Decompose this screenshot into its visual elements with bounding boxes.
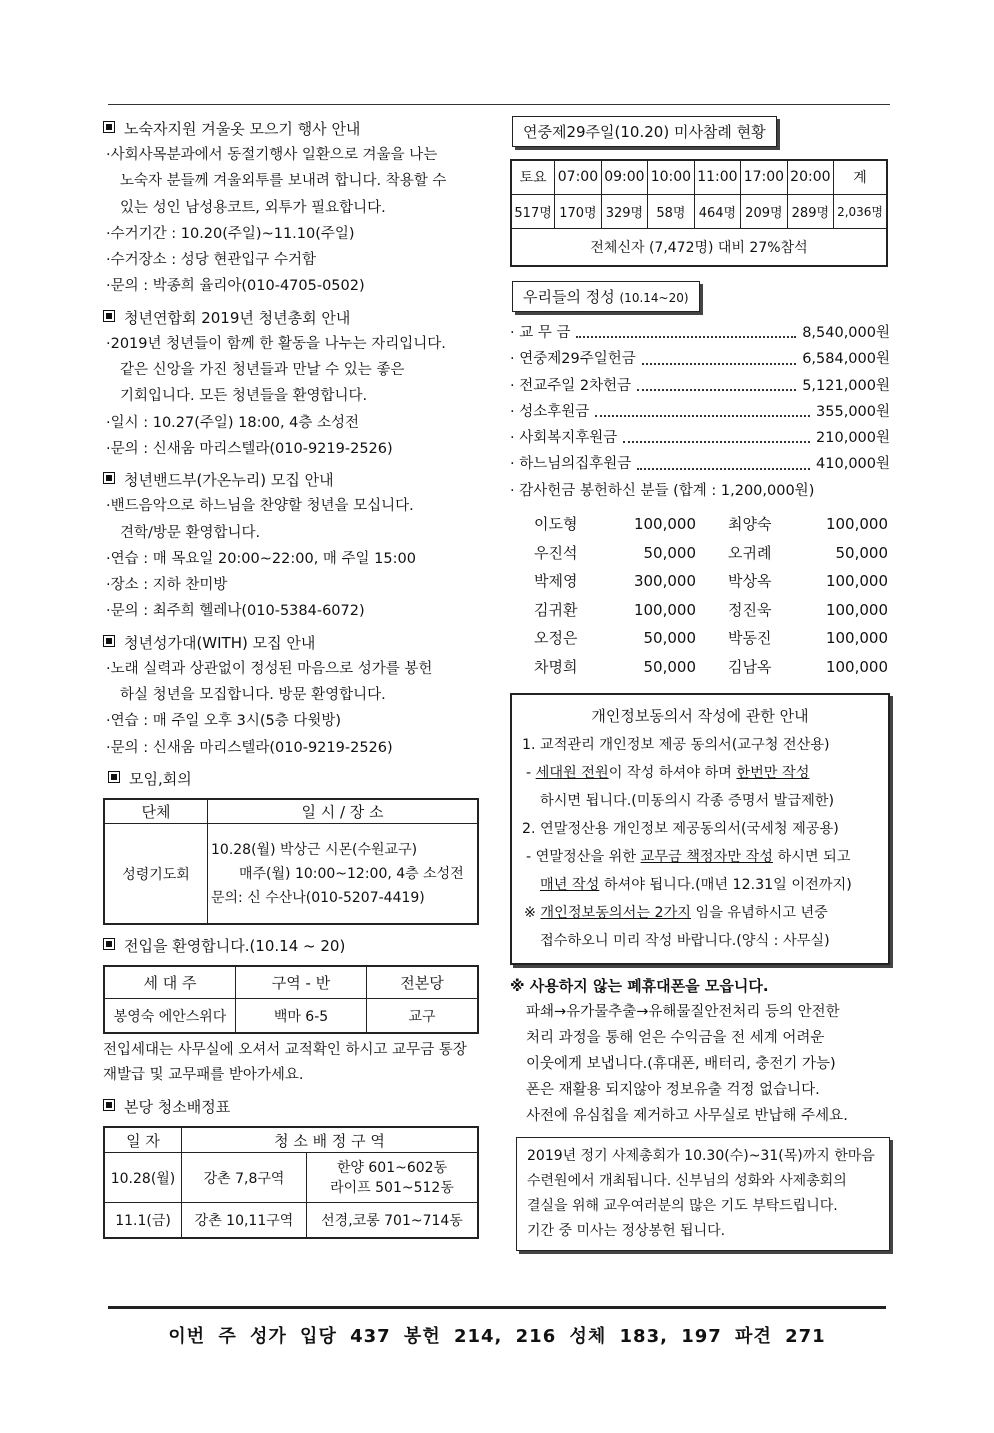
square-bullet-icon: [103, 1099, 115, 1111]
table-cell: 강촌 10,11구역: [182, 1203, 307, 1238]
section-youth-band: [103, 467, 485, 624]
section-welcome: [103, 933, 485, 1088]
text-line: 견학/방문 환영합니다.: [120, 524, 261, 541]
meeting-line: 문의: 신 수산나(010-5207-4419): [211, 889, 425, 906]
table-header: 청 소 배 정 구 역: [182, 1127, 479, 1153]
donor-amount: 100,000: [825, 515, 888, 534]
section-title: 노숙자지원 겨울옷 모으기 행사 안내: [124, 120, 361, 138]
mass-attendance: [510, 116, 890, 267]
offering-row: [510, 320, 890, 346]
offering-label: · 전교주일 2차헌금: [510, 377, 632, 394]
meeting-line: 10.28(월) 박상근 시몬(수원교구): [211, 841, 418, 858]
donor-name: 최양숙: [728, 515, 772, 534]
square-bullet-icon: [108, 771, 120, 783]
square-bullet-icon: [103, 472, 115, 484]
phone-collection: [510, 973, 890, 1129]
donor-name: 박상옥: [728, 572, 772, 591]
donor-amount: 100,000: [825, 572, 888, 591]
table-cell: 209명: [741, 194, 787, 228]
text-line: ·일시 : 10.27(주일) 18:00, 4층 소성전: [106, 414, 360, 431]
offering-amount: 6,584,000원: [802, 351, 890, 368]
text-line: 재발급 및 교무패를 받아가세요.: [103, 1066, 304, 1083]
text-line: 기간 중 미사는 정상봉헌 됩니다.: [527, 1223, 726, 1240]
text-line: 기회입니다. 모든 청년들을 환영합니다.: [120, 388, 368, 405]
phone-collection-title: ※ 사용하지 않는 폐휴대폰을 모읍니다.: [510, 977, 769, 996]
offering-title-text: 우리들의 정성: [523, 288, 615, 306]
text-line: 폰은 재활용 되지않아 정보유출 걱정 없습니다.: [526, 1082, 820, 1099]
section-title: 모임,회의: [129, 769, 192, 788]
meeting-line: 매주(월) 10:00~12:00, 4층 소성전: [239, 865, 464, 882]
donor-amount: 50,000: [643, 629, 696, 648]
offering-title: [512, 281, 700, 312]
donor-name: 오귀례: [728, 543, 772, 562]
mass-attendance-title: 연중제29주일(10.20) 미사참례 현황: [512, 116, 777, 147]
table-header: 20:00: [787, 160, 833, 194]
text-line: 접수하오니 미리 작성 바랍니다.(양식 : 사무실): [540, 933, 830, 950]
donor-amount: 50,000: [643, 543, 696, 562]
text-line: ·2019년 청년들이 함께 한 활동을 나누는 자리입니다.: [106, 335, 446, 352]
text-line: 2019년 정기 사제총회가 10.30(수)~31(목)까지 한마음: [527, 1148, 875, 1165]
text-line: ·수거장소 : 성당 현관입구 수거함: [106, 252, 317, 269]
table-header: 일 자: [104, 1127, 182, 1153]
meetings-table: [103, 798, 479, 925]
table-header: 전본당: [367, 966, 479, 999]
table-header: 07:00: [555, 160, 601, 194]
table-header: 17:00: [741, 160, 787, 194]
donor-name: 이도형: [534, 515, 578, 534]
offering-row: [510, 425, 890, 451]
table-cell: 성령기도회: [104, 824, 208, 924]
text-line: 2. 연말정산용 개인정보 제공동의서(국세청 제공용): [522, 821, 839, 838]
priest-assembly-notice: [516, 1137, 890, 1251]
text-line: ·수거기간 : 10.20(주일)~11.10(주일): [106, 225, 355, 242]
donor-name: 차명희: [534, 657, 578, 676]
hymn-footer: 이번 주 성가 입당 437 봉헌 214, 216 성체 183, 197 파견 271: [168, 1326, 826, 1347]
table-header: 단체: [104, 799, 208, 824]
offering-amount: 355,000원: [816, 403, 890, 420]
donor-name: 김귀환: [534, 600, 578, 619]
section-youth-choir: [103, 630, 485, 761]
offering-row: [510, 399, 890, 425]
text-line: ·연습 : 매 주일 오후 3시(5층 다윗방): [106, 713, 341, 730]
text-line: ·밴드음악으로 하느님을 찬양할 청년을 모십니다.: [106, 498, 414, 515]
donor-amount: 50,000: [835, 543, 888, 562]
offering-label: · 하느님의집후원금: [510, 456, 632, 473]
section-meetings: [103, 766, 485, 925]
offering-label: · 감사헌금 봉헌하신 분들 (합계 : 1,200,000원): [510, 482, 815, 499]
table-cell: 한양 601~602동: [336, 1159, 448, 1176]
table-cell: 10.28(월): [104, 1153, 182, 1203]
mass-total: 전체신자 (7,472명) 대비 27%참석: [511, 228, 887, 266]
text-line: - 연말정산을 위한 교무금 책정자만 작성 하시면 되고: [526, 849, 851, 866]
table-header: 계: [834, 160, 887, 194]
offering-amount: 210,000원: [816, 430, 890, 447]
table-header: 10:00: [648, 160, 694, 194]
text-line: 있는 성인 남성용코트, 외투가 필요합니다.: [120, 199, 386, 216]
left-column: [103, 116, 485, 1244]
table-cell: 선경,코롱 701~714동: [307, 1203, 479, 1238]
offering-row: [510, 451, 890, 477]
table-cell: 2,036명: [834, 194, 887, 228]
text-line: ·문의 : 최주희 헬레나(010-5384-6072): [106, 603, 365, 620]
donor-amount: 100,000: [633, 515, 696, 534]
table-cell: 백마 6-5: [236, 999, 367, 1033]
offering-label: · 사회복지후원금: [510, 430, 618, 447]
table-cell: 170명: [555, 194, 601, 228]
square-bullet-icon: [103, 938, 115, 950]
text-line: ·문의 : 신새움 마리스텔라(010-9219-2526): [106, 739, 393, 756]
text-line: ·문의 : 박종희 율리아(010-4705-0502): [106, 278, 365, 295]
offering-period: (10.14~20): [619, 291, 689, 305]
right-column: [510, 116, 890, 1251]
table-cell: 464명: [694, 194, 740, 228]
donor-list: [534, 510, 890, 681]
offering-list: [510, 320, 890, 504]
table-cell: 517명: [511, 194, 555, 228]
top-rule: [108, 104, 890, 105]
donor-name: 우진석: [534, 543, 578, 562]
section-title: 청년성가대(WITH) 모집 안내: [124, 633, 316, 652]
privacy-notice-title: 개인정보동의서 작성에 관한 안내: [591, 707, 809, 726]
text-line: 노숙자 분들께 겨울외투를 보내려 합니다. 착용할 수: [120, 173, 447, 190]
text-line: 결실을 위해 교우여러분의 많은 기도 부탁드립니다.: [527, 1198, 838, 1215]
table-header: 토요: [511, 160, 555, 194]
section-cleaning: [103, 1094, 485, 1239]
section-youth-assembly: [103, 305, 485, 462]
text-line: ·노래 실력과 상관없이 정성된 마음으로 성가를 봉헌: [106, 660, 433, 677]
text-line: 매년 작성 하셔야 됩니다.(매년 12.31일 이전까지): [540, 877, 852, 894]
donor-amount: 100,000: [825, 600, 888, 619]
text-line: 파쇄→유가물추출→유해물질안전처리 등의 안전한: [526, 1004, 840, 1021]
section-title: 본당 청소배정표: [124, 1097, 231, 1116]
donor-name: 박동진: [728, 629, 772, 648]
donor-name: 정진욱: [728, 600, 772, 619]
text-line: ·사회사목분과에서 동절기행사 일환으로 겨울을 나는: [106, 147, 438, 163]
donor-name: 박제영: [534, 572, 578, 591]
text-line: 수련원에서 개최됩니다. 신부님의 성화와 사제총회의: [527, 1173, 847, 1190]
square-bullet-icon: [103, 121, 115, 133]
text-line: 1. 교적관리 개인정보 제공 동의서(교구청 전산용): [522, 737, 830, 754]
bottom-rule: [108, 1306, 886, 1309]
offering-label: · 성소후원금: [510, 403, 590, 420]
offering-row: [510, 373, 890, 399]
table-cell: 강촌 7,8구역: [182, 1153, 307, 1203]
section-coat-drive: [103, 116, 485, 300]
text-line: ※ 개인정보동의서는 2가지 임을 유념하시고 년중: [524, 905, 828, 922]
section-title: 청년밴드부(가온누리) 모집 안내: [124, 471, 334, 490]
cleaning-table: [103, 1126, 479, 1239]
table-cell: 라이프 501~512동: [330, 1179, 454, 1196]
table-cell: 교구: [367, 999, 479, 1033]
donor-amount: 100,000: [825, 629, 888, 648]
thanks-offering-line: [510, 478, 890, 504]
section-title: 청년연합회 2019년 청년총회 안내: [124, 308, 351, 327]
offering-amount: 410,000원: [816, 456, 890, 473]
offering-amount: 8,540,000원: [802, 325, 890, 341]
offering-row: [510, 346, 890, 372]
offering-label: · 연중제29주일헌금: [510, 351, 636, 368]
welcome-table: [103, 965, 479, 1034]
table-header: 세 대 주: [104, 966, 236, 999]
text-line: - 세대원 전원이 작성 하셔야 하며 한번만 작성: [526, 765, 810, 782]
text-line: 사전에 유심칩을 제거하고 사무실로 반납해 주세요.: [526, 1108, 848, 1125]
mass-table: [510, 159, 888, 267]
text-line: 처리 과정을 통해 얻은 수익금을 전 세계 어려운: [526, 1030, 825, 1047]
table-header: 11:00: [694, 160, 740, 194]
offering-amount: 5,121,000원: [802, 377, 890, 394]
offering-label: · 교 무 금: [510, 325, 571, 341]
text-line: ·문의 : 신새움 마리스텔라(010-9219-2526): [106, 440, 393, 457]
table-cell: 58명: [648, 194, 694, 228]
table-cell: 329명: [601, 194, 647, 228]
donor-amount: 100,000: [633, 600, 696, 619]
text-line: ·연습 : 매 목요일 20:00~22:00, 매 주일 15:00: [106, 550, 416, 567]
donor-name: 김남옥: [728, 657, 772, 676]
privacy-notice: [510, 693, 890, 965]
donor-amount: 300,000: [633, 572, 696, 591]
donor-amount: 50,000: [643, 657, 696, 676]
text-line: 하실 청년을 모집합니다. 방문 환영합니다.: [120, 687, 386, 704]
text-line: 이웃에게 보냅니다.(휴대폰, 배터리, 충전기 가능): [526, 1056, 836, 1073]
table-cell: 11.1(금): [104, 1203, 182, 1238]
square-bullet-icon: [103, 310, 115, 322]
donor-amount: 100,000: [825, 657, 888, 676]
section-title: 전입을 환영합니다.(10.14 ~ 20): [124, 936, 346, 955]
text-line: ·장소 : 지하 찬미방: [106, 577, 228, 594]
text-line: 같은 신앙을 가진 청년들과 만날 수 있는 좋은: [120, 362, 405, 379]
table-cell: 289명: [787, 194, 833, 228]
table-header: 구역 - 반: [236, 966, 367, 999]
offering-section: [510, 281, 890, 681]
table-cell: 봉영숙 에안스위다: [104, 999, 236, 1033]
text-line: 전입세대는 사무실에 오셔서 교적확인 하시고 교무금 통장: [103, 1041, 467, 1058]
table-header: 09:00: [601, 160, 647, 194]
table-header: 일 시 / 장 소: [208, 799, 479, 824]
square-bullet-icon: [103, 635, 115, 647]
welcome-note: [103, 1038, 485, 1088]
donor-name: 오정은: [534, 629, 578, 648]
text-line: 하시면 됩니다.(미동의시 각종 증명서 발급제한): [540, 793, 835, 810]
